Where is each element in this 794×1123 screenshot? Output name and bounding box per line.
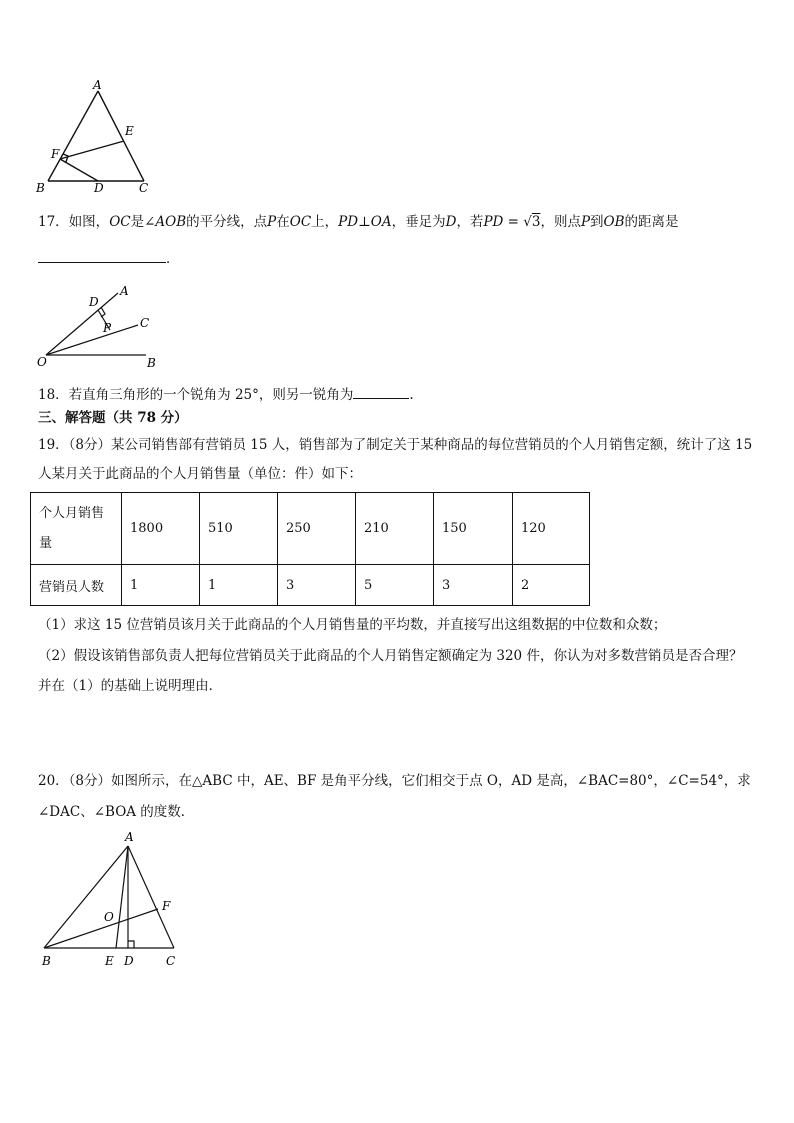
table-cell: 510 bbox=[200, 493, 278, 565]
question-19-sub1: （1）求这 15 位营销员该月关于此商品的个人月销售量的平均数，并直接写出这组数据的中位数和众数； bbox=[38, 617, 667, 633]
question-18: 18．若直角三角形的一个锐角为 25°，则另一锐角为 . bbox=[38, 384, 414, 405]
sales-table bbox=[30, 492, 590, 606]
label-d: D bbox=[89, 295, 99, 309]
label-f: F bbox=[51, 147, 60, 161]
label-o: O bbox=[37, 355, 47, 369]
question-17: 17．如图，OC是∠AOB的平分线，点P在OC上，PD⊥OA，垂足为D，若PD = √3，则点P到OB的距离是 bbox=[38, 214, 679, 230]
label-c: C bbox=[139, 181, 149, 195]
figure-triangle-abc-q16 bbox=[30, 78, 160, 196]
table-cell: 3 bbox=[278, 565, 356, 606]
table-cell: 150 bbox=[434, 493, 513, 565]
label-d: D bbox=[124, 954, 134, 968]
table-cell: 250 bbox=[278, 493, 356, 565]
table-cell: 2 bbox=[513, 565, 590, 606]
question-19-sub2b: 并在（1）的基础上说明理由． bbox=[38, 678, 223, 694]
table-cell: 120 bbox=[513, 493, 590, 565]
figure-triangle-abc-q20 bbox=[34, 828, 194, 970]
question-17-answer: ． bbox=[38, 248, 180, 269]
label-e: E bbox=[125, 124, 134, 138]
label-b: B bbox=[36, 181, 45, 195]
question-20-line2: ∠DAC、∠BOA 的度数． bbox=[38, 804, 195, 820]
table-cell: 210 bbox=[356, 493, 434, 565]
table-row bbox=[31, 565, 590, 606]
answer-blank-18[interactable] bbox=[353, 384, 409, 399]
label-e: E bbox=[105, 954, 114, 968]
figure-angle-bisector-q17 bbox=[34, 283, 164, 371]
table-row bbox=[31, 493, 590, 565]
question-19-line1: 19．（8分）某公司销售部有营销员 15 人，销售部为了制定关于某种商品的每位营销员的个人月销售定额，统计了这 15 bbox=[38, 437, 753, 453]
label-a: A bbox=[120, 284, 129, 298]
label-p: P bbox=[103, 321, 112, 335]
label-a: A bbox=[93, 78, 102, 92]
label-f: F bbox=[162, 899, 171, 913]
label-b: B bbox=[42, 954, 51, 968]
label-b: B bbox=[147, 356, 156, 370]
table-cell: 5 bbox=[356, 565, 434, 606]
table-header-sales: 个人月销售 量 bbox=[31, 493, 122, 565]
table-cell: 1800 bbox=[122, 493, 200, 565]
question-19-line2: 人某月关于此商品的个人月销售量（单位：件）如下： bbox=[38, 466, 362, 482]
table-cell: 3 bbox=[434, 565, 513, 606]
question-20-line1: 20．（8分）如图所示，在△ABC 中，AE、BF 是角平分线，它们相交于点 O，AD 是高，∠BAC=80°，∠C=54°，求 bbox=[38, 773, 751, 789]
table-cell: 1 bbox=[122, 565, 200, 606]
label-c: C bbox=[140, 316, 150, 330]
label-o: O bbox=[104, 910, 114, 924]
section-title: 三、解答题（共 78 分） bbox=[38, 410, 188, 426]
label-a: A bbox=[125, 830, 134, 844]
label-c: C bbox=[166, 954, 176, 968]
table-header-staff: 营销员人数 bbox=[31, 565, 122, 606]
label-d: D bbox=[94, 181, 104, 195]
answer-blank-17[interactable] bbox=[38, 248, 166, 263]
question-19-sub2: （2）假设该销售部负责人把每位营销员关于此商品的个人月销售定额确定为 320 件，你认为对多数营销员是否合理？ bbox=[38, 648, 743, 664]
table-cell: 1 bbox=[200, 565, 278, 606]
